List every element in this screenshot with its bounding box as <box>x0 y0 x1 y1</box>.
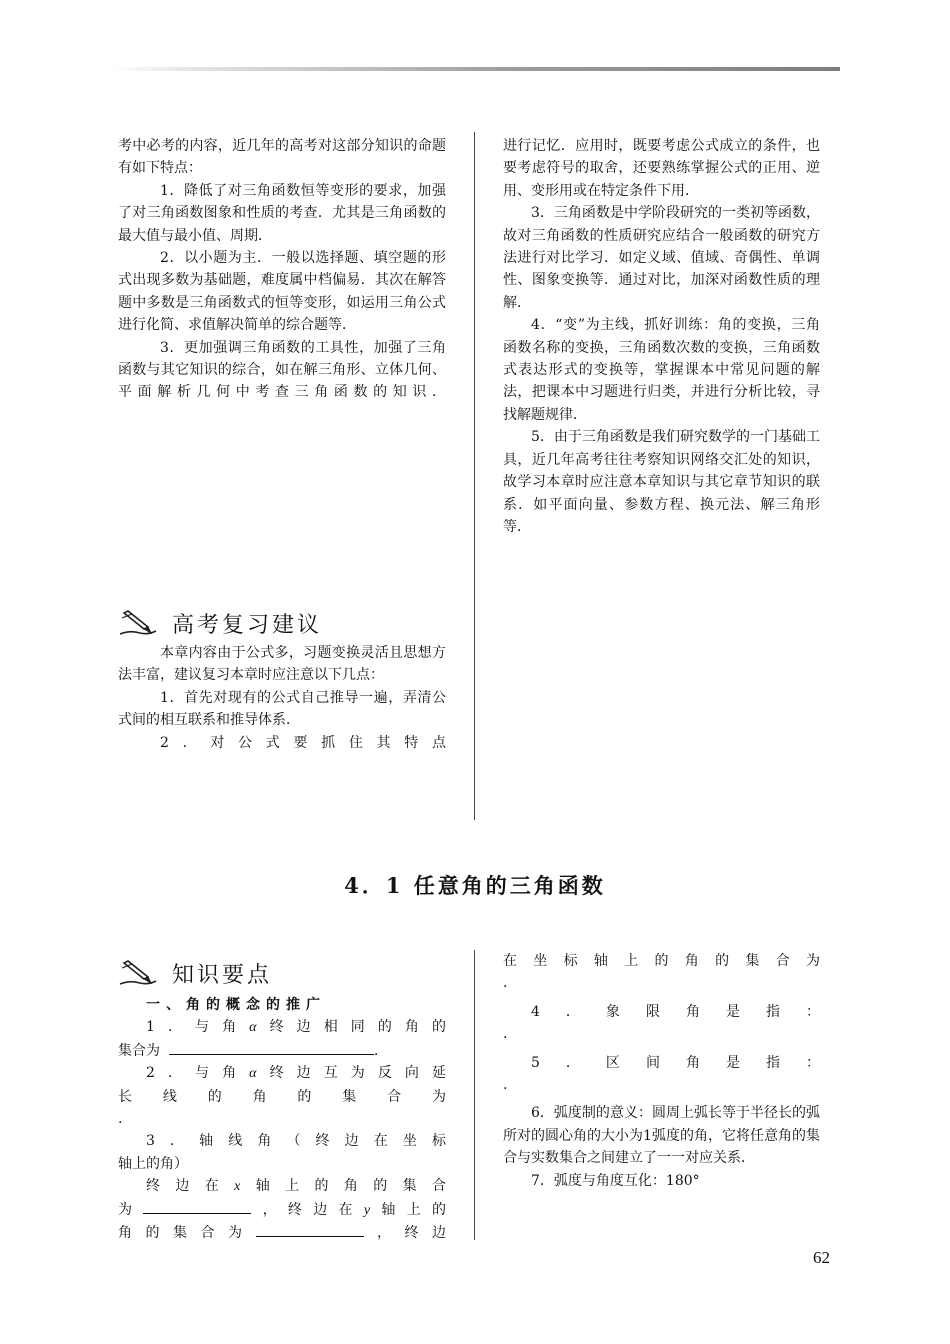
item-3-line5 <box>118 1222 446 1244</box>
item-3-line2: 轴上的角） <box>118 1155 188 1172</box>
item-2-line1 <box>118 1062 446 1085</box>
item-3-c2: 轴上的角的集合 <box>240 1178 447 1195</box>
pen-icon <box>118 610 158 638</box>
item-2-b: 终边互为反向延 <box>256 1065 446 1082</box>
feature-2: 2．以小题为主．一般以选择题、填空题的形式出现多数为基础题，难度属中档偏易．其次在解答题中多数是三角函数式的恒等变形，如运用三角公式进行化简、求值解决简单的综合题等． <box>118 250 446 334</box>
axis-angle-end: . <box>503 975 508 992</box>
review-item-5: 5．由于三角函数是我们研究数学的一门基础工具，近几年高考往往考察知识网络交汇处的知识，故学习本章时应注意本章知识与其它章节知识的联系．如平面向量、参数方程、换元法、解三角形等． <box>503 429 820 535</box>
item-2-line3: . <box>118 1111 123 1128</box>
answer-blank-y-axis[interactable] <box>256 1222 364 1237</box>
item-7-conversion: 7．弧度与角度互化：180° <box>531 1172 700 1189</box>
alpha-symbol: α <box>249 1020 257 1036</box>
item-1-c: 集合为 <box>118 1042 160 1059</box>
bottom-column-divider <box>474 950 475 1240</box>
item-3-d3: 轴上的 <box>370 1201 447 1218</box>
bottom-right-column <box>503 950 820 1192</box>
alpha-symbol: α <box>249 1066 257 1082</box>
item-3-d2: ，终边在 <box>251 1201 364 1218</box>
review-item-4: 4．“变”为主线，抓好训练：角的变换，三角函数名称的变换，三角函数次数的变换，三角函数式表达形式的变换等，掌握课本中常见问题的解法，把课本中习题进行归类，并进行分析比较，寻找解题规律． <box>503 317 820 423</box>
review-heading <box>118 608 322 639</box>
page-number: 62 <box>813 1248 830 1267</box>
answer-blank-x-axis[interactable] <box>143 1199 251 1214</box>
item-2-a: 2．与角 <box>146 1065 250 1082</box>
knowledge-heading-text: 知识要点 <box>172 963 273 988</box>
intro-paragraph: 考中必考的内容，近几年的高考对这部分知识的命题有如下特点： <box>118 138 446 177</box>
answer-blank-1[interactable] <box>169 1040 374 1055</box>
item-3-d1: 为 <box>118 1201 144 1218</box>
item-5-interval: 5．区间角是指： <box>531 1054 820 1071</box>
review-item-1: 1．首先对现有的公式自己推导一遍，弄清公式间的相互联系和推导体系． <box>118 689 446 729</box>
axis-angle-cont: 在坐标轴上的角的集合为 <box>503 953 820 969</box>
item-1-b: 终边相同的角的 <box>256 1019 446 1036</box>
item-4-end: . <box>503 1026 508 1043</box>
review-item-3: 3．三角函数是中学阶段研究的一类初等函数，故对三角函数的性质研究应结合一般函数的研究方法进行对比学习．如定义域、值域、奇偶性、单调性、图象变换等．通过对比，加深对函数性质的理解． <box>503 205 820 311</box>
subheading-angle-generalization: 一、角的概念的推广 <box>146 997 326 1013</box>
top-left-column <box>118 135 446 404</box>
y-symbol: y <box>363 1202 371 1218</box>
review-column <box>118 642 446 754</box>
item-3-e1: 角的集合为 <box>118 1225 256 1242</box>
item-1-line1 <box>118 1016 446 1039</box>
header-rule <box>112 67 840 71</box>
item-2-line2: 长线的角的集合为 <box>118 1088 446 1105</box>
review-intro: 本章内容由于公式多，习题变换灵活且思想方法丰富，建议复习本章时应注意以下几点： <box>118 645 446 684</box>
review-item-2: 2．对公式要抓住其特点 <box>160 734 446 751</box>
x-symbol: x <box>234 1179 241 1195</box>
item-6-radian: 6．弧度制的意义：圆周上弧长等于半径长的弧所对的圆心角的大小为1弧度的角，它将任意角的集合与实数集合之间建立了一一对应关系． <box>503 1105 820 1167</box>
item-1-line2: 集合为 . <box>118 1040 446 1062</box>
knowledge-heading <box>118 958 272 989</box>
feature-3: 3．更加强调三角函数的工具性，加强了三角函数与其它知识的综合，如在解三角形、立体几何、平面解析几何中考查三角函数的知识． <box>118 339 446 401</box>
item-4-quadrant: 4．象限角是指： <box>531 1003 820 1020</box>
item-3-e2: ，终边 <box>363 1225 446 1242</box>
pen-icon <box>118 960 158 988</box>
review-heading-text: 高考复习建议 <box>172 613 323 638</box>
item-5-end: . <box>503 1077 508 1094</box>
item-3-line3 <box>118 1175 446 1198</box>
item-3-line4 <box>118 1199 446 1222</box>
chapter-title: 4．1 任意角的三角函数 <box>344 873 606 898</box>
feature-1: 1．降低了对三角函数恒等变形的要求，加强了对三角函数图象和性质的考查．尤其是三角函数的最大值与最小值、周期． <box>118 182 446 244</box>
top-right-column <box>503 135 820 538</box>
item-3-line1: 3．轴线角（终边在坐标 <box>146 1133 446 1150</box>
item-3-c1: 终边在 <box>146 1178 235 1195</box>
top-column-divider <box>474 132 475 820</box>
item-1-a: 1．与角 <box>146 1019 250 1036</box>
bottom-left-column <box>118 994 446 1244</box>
review-item-2-cont: 进行记忆．应用时，既要考虑公式成立的条件，也要考虑符号的取舍，还要熟练掌握公式的正用、逆用、变形用或在特定条件下用． <box>503 138 820 199</box>
